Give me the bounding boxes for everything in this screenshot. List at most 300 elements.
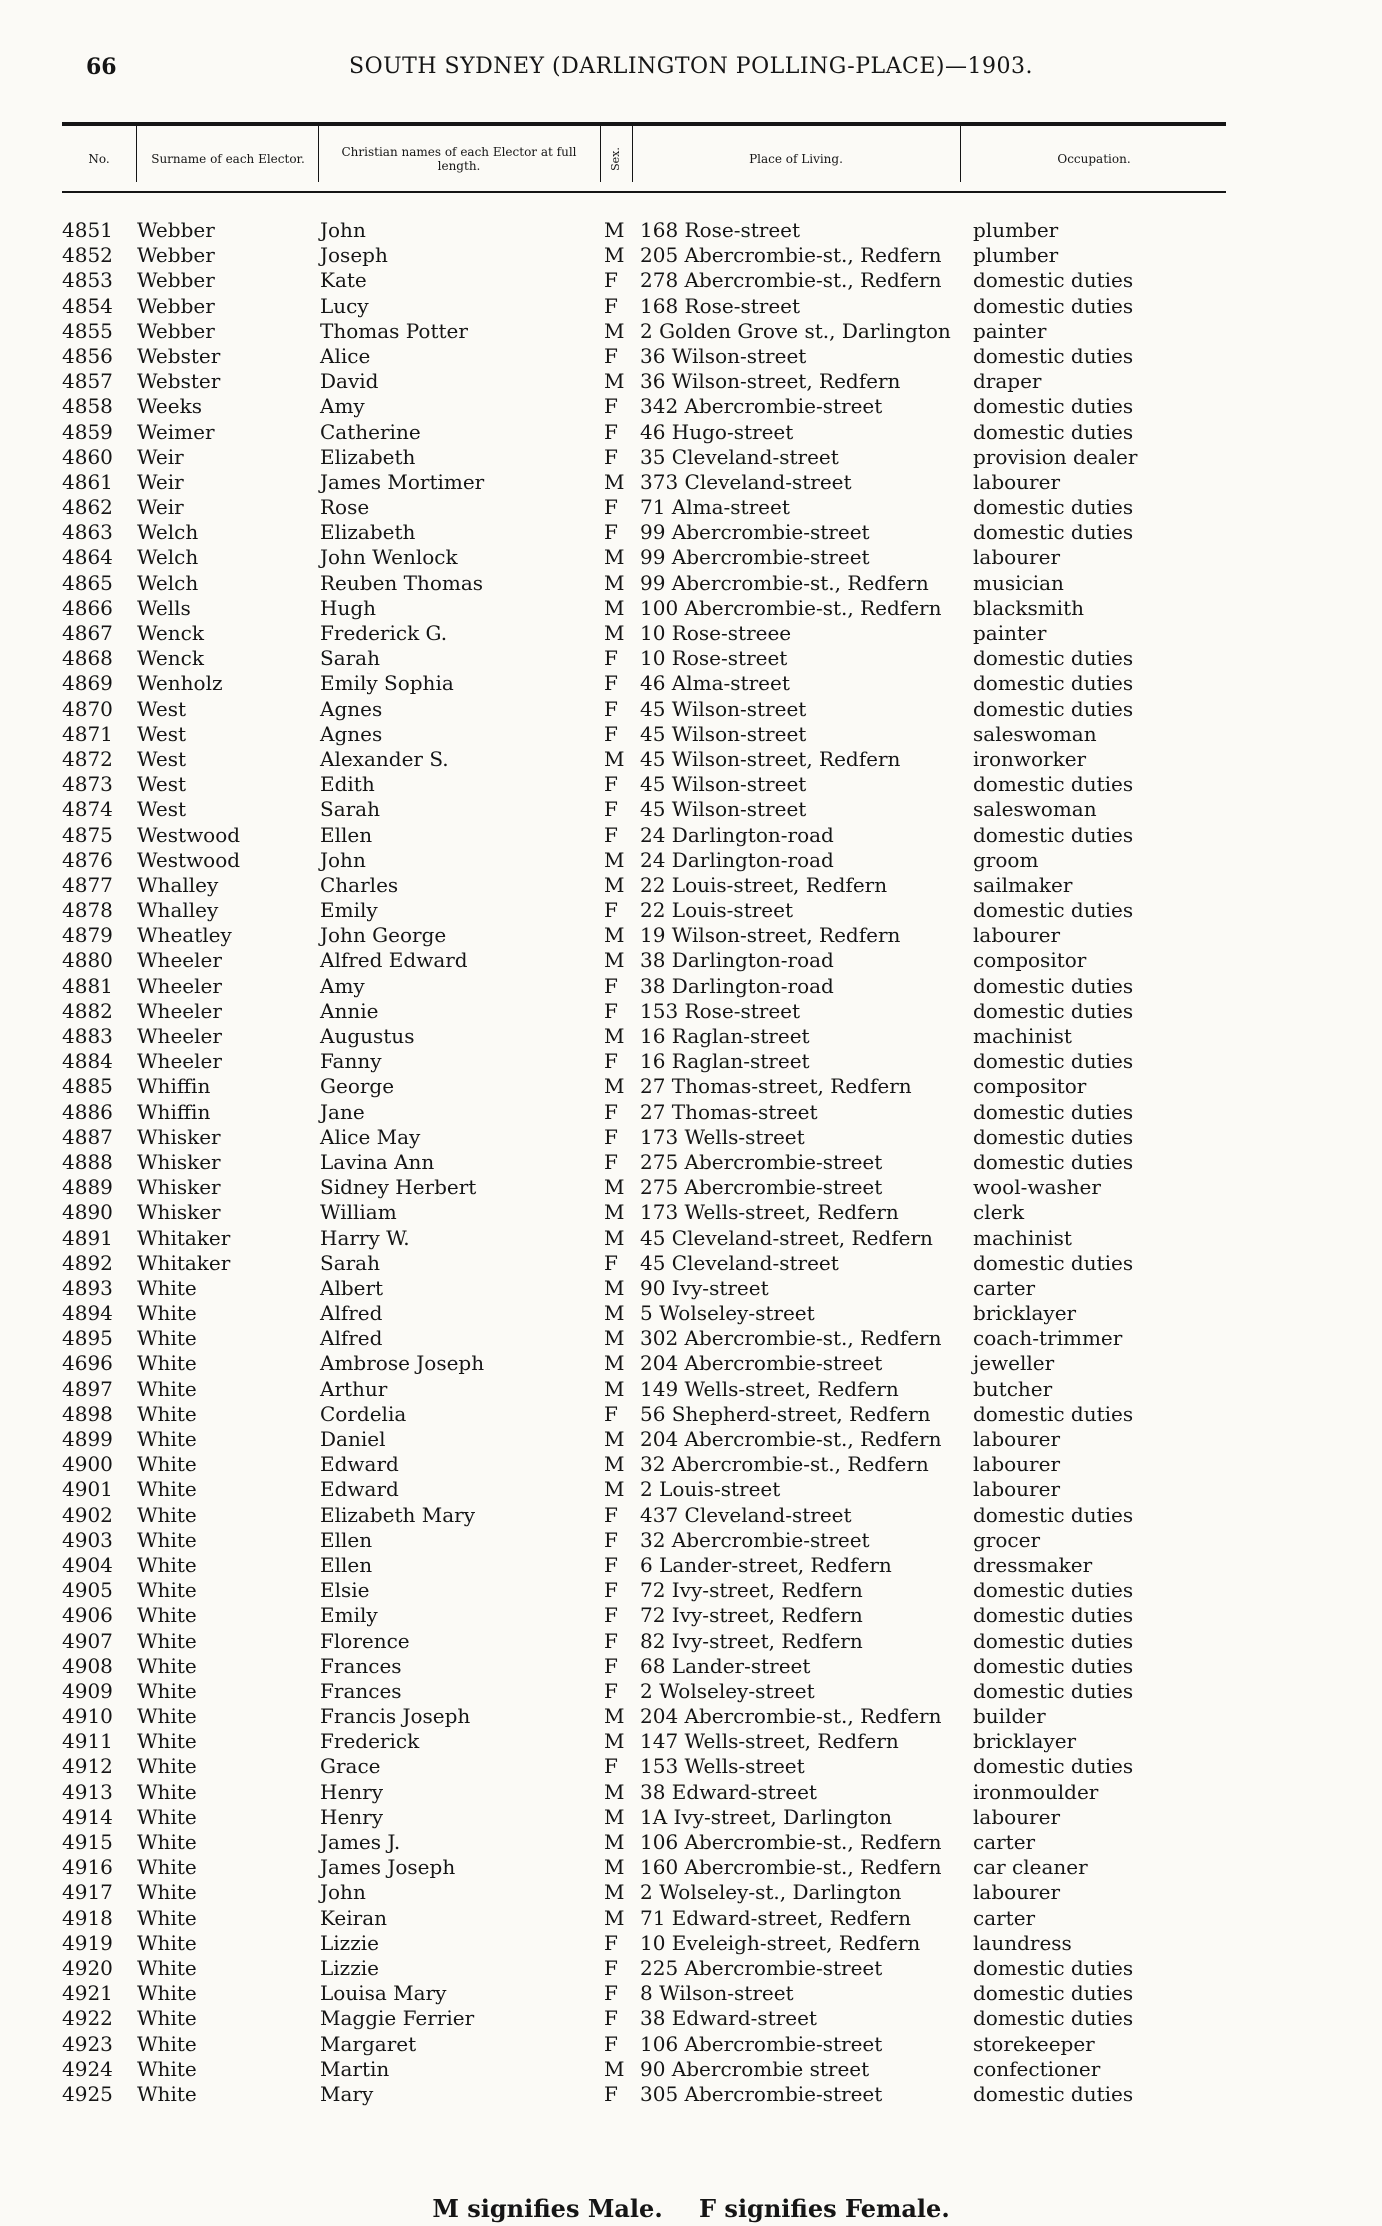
table-row [0, 722, 1382, 747]
elector-christian-names: Ellen [320, 822, 373, 847]
table-row [0, 571, 1382, 596]
elector-occupation: bricklayer [973, 1729, 1077, 1754]
table-row [0, 1150, 1382, 1175]
elector-sex: M [604, 1326, 625, 1351]
elector-number: 4899 [62, 1427, 113, 1451]
header-divider [136, 126, 137, 182]
elector-christian-names: Kate [320, 268, 367, 293]
header-top-rule [62, 122, 1226, 126]
elector-occupation: domestic duties [973, 1981, 1134, 2006]
elector-occupation: domestic duties [973, 1603, 1134, 1628]
elector-sex: M [604, 1275, 625, 1300]
elector-sex: M [604, 1225, 625, 1250]
elector-number: 4903 [62, 1527, 113, 1552]
elector-sex: M [604, 1376, 625, 1401]
table-row [0, 1377, 1382, 1402]
elector-number: 4861 [62, 469, 113, 494]
elector-christian-names: James Joseph [320, 1855, 456, 1880]
elector-occupation: labourer [973, 1880, 1061, 1905]
elector-sex: M [604, 746, 625, 771]
elector-occupation: domestic duties [973, 973, 1134, 998]
elector-surname: White [137, 1452, 197, 1477]
table-row [0, 1679, 1382, 1704]
elector-number: 4875 [62, 822, 113, 847]
table-row [0, 1830, 1382, 1855]
elector-place-of-living: 90 Ivy-street [640, 1275, 769, 1300]
elector-sex: F [604, 973, 618, 998]
elector-sex: F [604, 293, 618, 318]
elector-christian-names: Reuben Thomas [320, 570, 484, 595]
elector-surname: West [137, 772, 187, 797]
elector-sex: F [604, 268, 618, 293]
elector-place-of-living: 275 Abercrombie-street [640, 1175, 883, 1200]
elector-occupation: labourer [973, 1452, 1061, 1477]
elector-occupation: butcher [973, 1376, 1053, 1401]
elector-surname: West [137, 721, 187, 746]
elector-christian-names: Maggie Ferrier [320, 2006, 475, 2031]
table-row [0, 1276, 1382, 1301]
elector-christian-names: Frederick [320, 1729, 420, 1754]
elector-number: 4892 [62, 1250, 113, 1275]
table-row [0, 974, 1382, 999]
elector-christian-names: Francis Joseph [320, 1704, 471, 1729]
elector-christian-names: John [320, 847, 366, 872]
elector-surname: Whalley [137, 898, 219, 923]
elector-occupation: compositor [973, 1074, 1087, 1099]
elector-sex: F [604, 1578, 618, 1603]
elector-christian-names: Grace [320, 1754, 381, 1779]
elector-number: 4887 [62, 1124, 113, 1149]
elector-surname: White [137, 1981, 197, 2006]
elector-number: 4863 [62, 520, 113, 545]
elector-place-of-living: 32 Abercrombie-st., Redfern [640, 1452, 929, 1477]
elector-christian-names: David [320, 369, 379, 394]
table-row [0, 243, 1382, 268]
elector-occupation: domestic duties [973, 419, 1134, 444]
header-sex-cell [600, 130, 632, 188]
elector-occupation: provision dealer [973, 444, 1138, 469]
header-bottom-rule [62, 191, 1226, 193]
elector-place-of-living: 305 Abercrombie-street [640, 2081, 883, 2106]
elector-occupation: domestic duties [973, 772, 1134, 797]
elector-christian-names: Thomas Potter [320, 318, 468, 343]
elector-place-of-living: 373 Cleveland-street [640, 469, 852, 494]
elector-number: 4860 [62, 444, 113, 469]
elector-sex: M [604, 1880, 625, 1905]
elector-sex: F [604, 495, 618, 520]
elector-christian-names: Ellen [320, 1552, 373, 1577]
elector-surname: White [137, 1830, 197, 1854]
elector-sex: F [604, 1124, 618, 1149]
elector-christian-names: Edward [320, 1477, 399, 1502]
elector-sex: M [604, 1200, 625, 1225]
elector-surname: Wheeler [137, 948, 222, 973]
elector-christian-names: Sarah [320, 797, 380, 822]
elector-christian-names: Jane [320, 1099, 365, 1124]
elector-place-of-living: 68 Lander-street [640, 1653, 811, 1678]
elector-christian-names: Amy [320, 973, 365, 998]
elector-occupation: domestic duties [973, 1099, 1134, 1124]
table-row [0, 1629, 1382, 1654]
table-row [0, 2006, 1382, 2031]
header-occupation: Occupation. [1057, 152, 1131, 166]
elector-place-of-living: 45 Wilson-street [640, 696, 807, 721]
table-row [0, 1301, 1382, 1326]
elector-sex: M [604, 923, 625, 948]
elector-sex: F [604, 772, 618, 797]
elector-sex: M [604, 1024, 625, 1048]
elector-christian-names: Alfred Edward [320, 948, 468, 973]
elector-surname: White [137, 1955, 197, 1980]
elector-sex: F [604, 898, 618, 923]
elector-occupation: domestic duties [973, 696, 1134, 721]
table-row [0, 394, 1382, 419]
elector-surname: White [137, 1754, 197, 1779]
table-row [0, 1251, 1382, 1276]
elector-place-of-living: 153 Wells-street [640, 1754, 805, 1779]
elector-occupation: domestic duties [973, 646, 1134, 671]
table-row [0, 1855, 1382, 1880]
elector-christian-names: Cordelia [320, 1401, 407, 1426]
elector-number: 4886 [62, 1099, 113, 1124]
elector-occupation: clerk [973, 1200, 1025, 1225]
elector-surname: Whitaker [137, 1250, 231, 1275]
elector-occupation: labourer [973, 1427, 1061, 1451]
elector-occupation: storekeeper [973, 2031, 1095, 2056]
elector-number: 4923 [62, 2031, 113, 2056]
elector-surname: Webster [137, 369, 221, 394]
elector-sex: M [604, 243, 625, 268]
elector-occupation: carter [973, 1830, 1036, 1854]
elector-number: 4918 [62, 1905, 113, 1930]
elector-place-of-living: 278 Abercrombie-st., Redfern [640, 268, 942, 293]
elector-sex: M [604, 1074, 625, 1099]
elector-occupation: draper [973, 369, 1042, 394]
elector-surname: Wenck [137, 646, 204, 671]
elector-christian-names: Charles [320, 872, 399, 897]
elector-number: 4919 [62, 1930, 113, 1955]
elector-place-of-living: 10 Rose-street [640, 646, 788, 671]
elector-place-of-living: 160 Abercrombie-st., Redfern [640, 1855, 942, 1880]
elector-place-of-living: 45 Wilson-street [640, 797, 807, 822]
elector-christian-names: Sidney Herbert [320, 1175, 477, 1200]
elector-place-of-living: 36 Wilson-street [640, 343, 807, 368]
elector-place-of-living: 38 Darlington-road [640, 973, 834, 998]
table-row [0, 1326, 1382, 1351]
elector-occupation: ironworker [973, 746, 1087, 771]
elector-christian-names: Frederick G. [320, 621, 448, 645]
elector-sex: F [604, 1603, 618, 1628]
table-row [0, 898, 1382, 923]
elector-number: 4866 [62, 595, 113, 620]
elector-number: 4858 [62, 394, 113, 419]
elector-christian-names: Catherine [320, 419, 421, 444]
elector-place-of-living: 71 Alma-street [640, 495, 790, 520]
elector-number: 4882 [62, 998, 113, 1023]
elector-number: 4696 [62, 1351, 113, 1376]
elector-sex: F [604, 998, 618, 1023]
elector-surname: Webber [137, 268, 215, 293]
elector-sex: M [604, 369, 625, 394]
elector-surname: Weimer [137, 419, 215, 444]
elector-occupation: groom [973, 847, 1039, 872]
elector-christian-names: Annie [320, 998, 379, 1023]
elector-occupation: jeweller [973, 1351, 1055, 1376]
table-row [0, 697, 1382, 722]
elector-occupation: grocer [973, 1527, 1041, 1552]
table-row [0, 545, 1382, 570]
elector-surname: Whisker [137, 1124, 221, 1149]
elector-list [0, 218, 1382, 2107]
footer-female-legend: F signifies Female. [699, 2194, 950, 2223]
elector-surname: White [137, 1552, 197, 1577]
elector-occupation: musician [973, 570, 1064, 595]
elector-place-of-living: 2 Wolseley-st., Darlington [640, 1880, 902, 1905]
elector-surname: Weir [137, 495, 184, 520]
elector-number: 4857 [62, 369, 113, 394]
elector-surname: White [137, 2056, 197, 2081]
elector-sex: F [604, 2031, 618, 2056]
elector-number: 4855 [62, 318, 113, 343]
elector-sex: M [604, 872, 625, 897]
elector-place-of-living: 16 Raglan-street [640, 1049, 810, 1074]
elector-christian-names: Frances [320, 1653, 402, 1678]
elector-number: 4906 [62, 1603, 113, 1628]
table-row [0, 1125, 1382, 1150]
elector-occupation: domestic duties [973, 2081, 1134, 2106]
table-row [0, 1402, 1382, 1427]
elector-number: 4891 [62, 1225, 113, 1250]
elector-place-of-living: 46 Hugo-street [640, 419, 794, 444]
table-row [0, 445, 1382, 470]
table-row [0, 1452, 1382, 1477]
elector-sex: F [604, 2006, 618, 2031]
header-sex: Sex. [609, 147, 622, 171]
elector-sex: M [604, 469, 625, 494]
elector-christian-names: Sarah [320, 1250, 380, 1275]
elector-christian-names: Ambrose Joseph [320, 1351, 485, 1376]
table-row [0, 470, 1382, 495]
elector-christian-names: Ellen [320, 1527, 373, 1552]
elector-christian-names: Mary [320, 2081, 374, 2106]
elector-christian-names: Elizabeth [320, 520, 416, 545]
elector-surname: Welch [137, 520, 199, 545]
table-row [0, 1477, 1382, 1502]
table-row [0, 344, 1382, 369]
elector-place-of-living: 71 Edward-street, Redfern [640, 1905, 912, 1930]
elector-sex: F [604, 1502, 618, 1527]
elector-surname: White [137, 1603, 197, 1628]
elector-number: 4916 [62, 1855, 113, 1880]
elector-occupation: car cleaner [973, 1855, 1088, 1880]
elector-place-of-living: 302 Abercrombie-st., Redfern [640, 1326, 942, 1351]
elector-number: 4890 [62, 1200, 113, 1225]
elector-number: 4889 [62, 1175, 113, 1200]
elector-occupation: domestic duties [973, 1754, 1134, 1779]
elector-surname: White [137, 1477, 197, 1502]
elector-occupation: domestic duties [973, 1049, 1134, 1074]
elector-sex: F [604, 1930, 618, 1955]
elector-sex: M [604, 570, 625, 595]
elector-christian-names: Emily [320, 1603, 378, 1628]
elector-occupation: domestic duties [973, 1250, 1134, 1275]
elector-number: 4914 [62, 1804, 113, 1829]
elector-sex: F [604, 343, 618, 368]
elector-surname: Whiffin [137, 1099, 211, 1124]
elector-number: 4917 [62, 1880, 113, 1905]
table-row [0, 1931, 1382, 1956]
elector-christian-names: Alfred [320, 1326, 383, 1351]
table-row [0, 1226, 1382, 1251]
footer-male-legend: M signifies Male. [432, 2194, 663, 2223]
elector-occupation: domestic duties [973, 2006, 1134, 2031]
elector-place-of-living: 147 Wells-street, Redfern [640, 1729, 899, 1754]
elector-place-of-living: 5 Wolseley-street [640, 1301, 815, 1326]
elector-number: 4869 [62, 671, 113, 696]
elector-number: 4854 [62, 293, 113, 318]
table-row [0, 772, 1382, 797]
table-row [0, 1704, 1382, 1729]
elector-surname: White [137, 1729, 197, 1754]
elector-sex: F [604, 1628, 618, 1653]
elector-christian-names: Lizzie [320, 1930, 379, 1955]
elector-sex: F [604, 1149, 618, 1174]
elector-number: 4880 [62, 948, 113, 973]
elector-christian-names: John [320, 218, 366, 242]
elector-surname: Wenholz [137, 671, 223, 696]
elector-sex: M [604, 1351, 625, 1376]
table-row [0, 797, 1382, 822]
elector-christian-names: Emily [320, 898, 378, 923]
elector-sex: F [604, 696, 618, 721]
elector-occupation: blacksmith [973, 595, 1084, 620]
page-number: 66 [86, 54, 117, 80]
elector-number: 4871 [62, 721, 113, 746]
elector-place-of-living: 106 Abercrombie-street [640, 2031, 883, 2056]
elector-place-of-living: 2 Wolseley-street [640, 1678, 815, 1703]
elector-sex: M [604, 1779, 625, 1804]
table-row [0, 369, 1382, 394]
table-row [0, 420, 1382, 445]
elector-christian-names: Lucy [320, 293, 369, 318]
page-title: SOUTH SYDNEY (DARLINGTON POLLING-PLACE)—1903. [349, 54, 1033, 79]
elector-place-of-living: 38 Darlington-road [640, 948, 834, 973]
elector-number: 4874 [62, 797, 113, 822]
table-row [0, 923, 1382, 948]
elector-place-of-living: 173 Wells-street [640, 1124, 805, 1149]
elector-surname: White [137, 1905, 197, 1930]
table-row [0, 1528, 1382, 1553]
table-row [0, 1780, 1382, 1805]
elector-place-of-living: 205 Abercrombie-st., Redfern [640, 243, 942, 268]
elector-place-of-living: 45 Wilson-street [640, 772, 807, 797]
elector-christian-names: John George [320, 923, 447, 948]
elector-surname: White [137, 1779, 197, 1804]
elector-surname: Whalley [137, 872, 219, 897]
elector-christian-names: Hugh [320, 595, 377, 620]
table-row [0, 646, 1382, 671]
elector-sex: M [604, 621, 625, 645]
elector-surname: Westwood [137, 847, 241, 872]
elector-number: 4894 [62, 1301, 113, 1326]
elector-surname: Wenck [137, 621, 204, 645]
table-row [0, 1578, 1382, 1603]
table-row [0, 218, 1382, 243]
elector-place-of-living: 46 Alma-street [640, 671, 790, 696]
elector-place-of-living: 45 Cleveland-street, Redfern [640, 1225, 933, 1250]
elector-surname: Webber [137, 293, 215, 318]
elector-sex: F [604, 394, 618, 419]
elector-sex: M [604, 1301, 625, 1326]
header-surname: Surname of each Elector. [151, 152, 305, 166]
elector-sex: M [604, 318, 625, 343]
elector-place-of-living: 6 Lander-street, Redfern [640, 1552, 892, 1577]
elector-number: 4865 [62, 570, 113, 595]
elector-number: 4856 [62, 343, 113, 368]
elector-occupation: machinist [973, 1024, 1072, 1048]
elector-number: 4897 [62, 1376, 113, 1401]
elector-occupation: domestic duties [973, 1401, 1134, 1426]
elector-surname: White [137, 1376, 197, 1401]
elector-sex: F [604, 1527, 618, 1552]
elector-surname: Welch [137, 545, 199, 570]
elector-number: 4883 [62, 1024, 113, 1048]
elector-christian-names: Elizabeth [320, 444, 416, 469]
elector-occupation: domestic duties [973, 268, 1134, 293]
table-row [0, 1074, 1382, 1099]
elector-surname: White [137, 2031, 197, 2056]
elector-christian-names: William [320, 1200, 397, 1225]
elector-sex: M [604, 2056, 625, 2081]
elector-surname: Whisker [137, 1175, 221, 1200]
elector-occupation: domestic duties [973, 520, 1134, 545]
elector-place-of-living: 204 Abercrombie-st., Redfern [640, 1427, 942, 1451]
elector-surname: Whiffin [137, 1074, 211, 1099]
elector-christian-names: Rose [320, 495, 370, 520]
elector-occupation: saleswoman [973, 797, 1097, 822]
elector-surname: White [137, 1704, 197, 1729]
elector-place-of-living: 149 Wells-street, Redfern [640, 1376, 899, 1401]
elector-place-of-living: 168 Rose-street [640, 218, 801, 242]
elector-number: 4922 [62, 2006, 113, 2031]
elector-place-of-living: 82 Ivy-street, Redfern [640, 1628, 863, 1653]
elector-christian-names: Emily Sophia [320, 671, 454, 696]
elector-occupation: domestic duties [973, 1578, 1134, 1603]
elector-occupation: coach-trimmer [973, 1326, 1123, 1351]
elector-surname: White [137, 1578, 197, 1603]
elector-number: 4904 [62, 1552, 113, 1577]
elector-place-of-living: 36 Wilson-street, Redfern [640, 369, 901, 394]
table-row [0, 823, 1382, 848]
table-row [0, 2057, 1382, 2082]
table-row [0, 1956, 1382, 1981]
elector-number: 4893 [62, 1275, 113, 1300]
elector-surname: White [137, 1678, 197, 1703]
elector-surname: Whisker [137, 1149, 221, 1174]
elector-occupation: labourer [973, 469, 1061, 494]
elector-place-of-living: 1A Ivy-street, Darlington [640, 1804, 893, 1829]
elector-surname: White [137, 1401, 197, 1426]
elector-surname: Weir [137, 469, 184, 494]
elector-surname: Wheeler [137, 998, 222, 1023]
elector-place-of-living: 173 Wells-street, Redfern [640, 1200, 899, 1225]
header-no: No. [88, 152, 110, 166]
elector-place-of-living: 22 Louis-street, Redfern [640, 872, 888, 897]
elector-surname: White [137, 1351, 197, 1376]
elector-number: 4878 [62, 898, 113, 923]
elector-number: 4881 [62, 973, 113, 998]
elector-number: 4885 [62, 1074, 113, 1099]
